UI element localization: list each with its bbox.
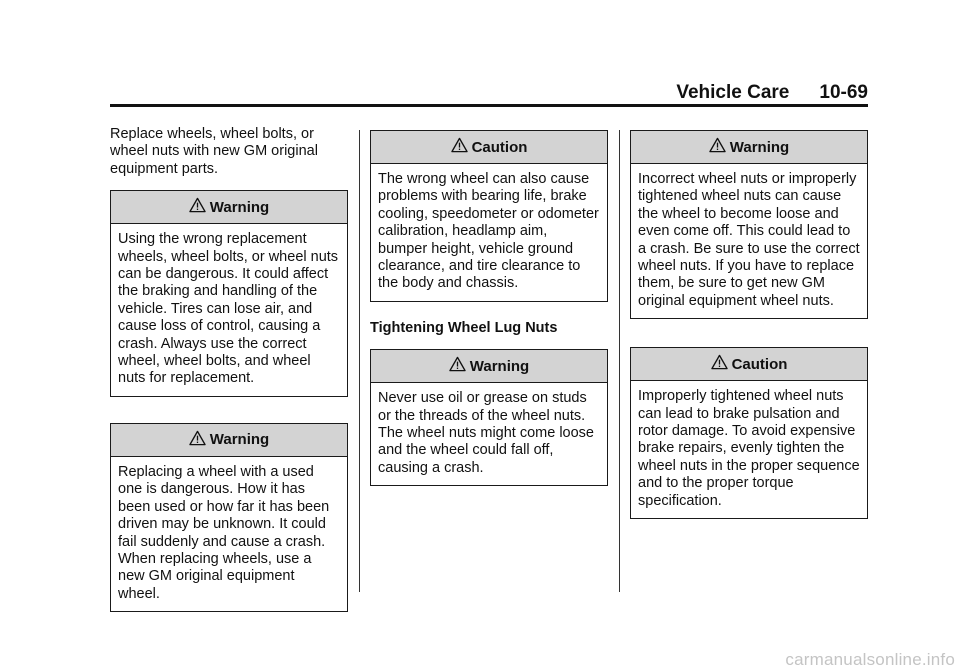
- box-title: Warning: [729, 138, 790, 156]
- box-title: Caution: [471, 138, 528, 156]
- box-body: Improperly tightened wheel nuts can lead to brake pulsation and rotor damage. To avoid expensive brake repairs, evenly tighten the wheel nuts in the proper sequence and to the proper torque specification.: [638, 388, 860, 509]
- box-header: [631, 348, 867, 381]
- box-body: Replacing a wheel with a used one is dangerous. How it has been used or how far it has been driven may be unknown. It could fail suddenly and cause a crash. When replacing wheels, use a new GM original equipment wheel.: [118, 463, 330, 602]
- column-2: [370, 126, 608, 486]
- page-number: 10-69: [819, 82, 868, 103]
- warning-box: [110, 423, 348, 612]
- box-header: [111, 424, 347, 457]
- section-subheading: Tightening Wheel Lug Nuts: [370, 319, 558, 336]
- column-divider: [619, 130, 620, 592]
- box-title: Warning: [209, 198, 270, 216]
- box-header: [371, 131, 607, 164]
- box-title: Warning: [469, 357, 530, 375]
- box-body: The wrong wheel can also cause problems with bearing life, brake cooling, speedometer or odometer calibration, headlamp aim, bumper height, vehicle ground clearance, and tire clearance to the body and chassis.: [378, 171, 599, 292]
- warning-box: [630, 130, 868, 319]
- column-divider: [359, 130, 360, 592]
- warning-triangle-icon: [189, 430, 206, 446]
- box-body: Incorrect wheel nuts or improperly tightened wheel nuts can cause the wheel to become loose and even come off. This could lead to a crash. Be sure to use the correct wheel nuts. If you have to replace them, be sure to get new GM original equipment wheel nuts.: [638, 171, 860, 309]
- watermark: carmanualsonline.info: [785, 650, 955, 669]
- header-rule: [110, 104, 868, 107]
- box-title: Caution: [731, 355, 788, 373]
- intro-text: Replace wheels, wheel bolts, or wheel nuts with new GM original equipment parts.: [110, 126, 318, 177]
- box-header: [631, 131, 867, 164]
- warning-triangle-icon: [451, 137, 468, 153]
- box-header: [371, 350, 607, 383]
- warning-box: [110, 190, 348, 397]
- warning-triangle-icon: [189, 197, 206, 213]
- box-header: [111, 191, 347, 224]
- box-title: Warning: [209, 431, 270, 449]
- section-title: Vehicle Care: [676, 82, 790, 103]
- caution-box: [630, 347, 868, 519]
- box-body: Never use oil or grease on studs or the threads of the wheel nuts. The wheel nuts might come loose and the wheel could fall off, causing a crash.: [378, 390, 594, 476]
- warning-triangle-icon: [449, 356, 466, 372]
- box-body: Using the wrong replacement wheels, wheel bolts, or wheel nuts can be dangerous. It could affect the braking and handling of the vehicle. Tires can lose air, and cause loss of control, causing a crash. Always use the correct wheel, wheel bolts, and wheel nuts for replacement.: [118, 231, 339, 387]
- warning-triangle-icon: [709, 137, 726, 153]
- warning-triangle-icon: [711, 354, 728, 370]
- column-3: [630, 126, 868, 519]
- warning-box: [370, 349, 608, 486]
- page-header: [110, 82, 868, 104]
- column-1: [110, 126, 348, 612]
- caution-box: [370, 130, 608, 302]
